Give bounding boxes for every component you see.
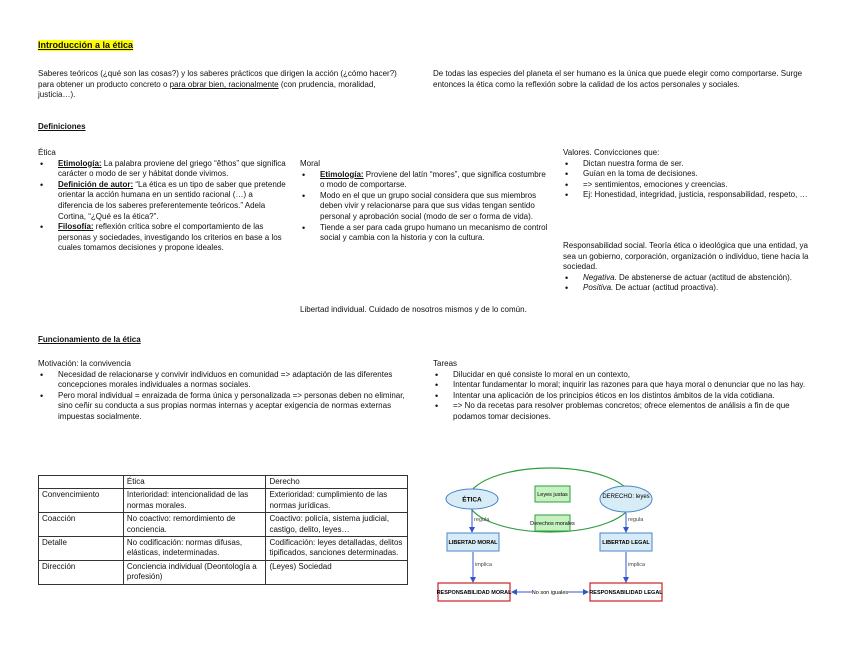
etica-item-text: “La ética es un tipo de saber que pretende orientar la acción humana en un sentido racional (…) a diferencia de los saberes preferentemente teóricos.” Adela Cortina, “¿Qué es la ética?”. (58, 179, 286, 221)
implica-right-label: implica (628, 562, 646, 568)
table-cell: Detalle (39, 537, 124, 561)
list-item: • Necesidad de relacionarse y convivir individuos en comunidad => adaptación de las diferentes concepciones morales individuales a normas sociales. (38, 370, 416, 391)
concept-diagram-svg (432, 466, 682, 616)
table-cell: No codificación: normas difusas, elásticas, indeterminadas. (123, 537, 266, 561)
intro-right-text: De todas las especies del planeta el ser humano es la única que puede elegir como comportarse. Surge entonces la ética como la reflexión sobre la calidad de los actos personales y sociales. (433, 69, 803, 89)
etica-item-text: La palabra proviene del griego “êthos” que significa carácter o modo de ser y hábitat donde vivimos. (58, 158, 286, 179)
derecho-node-label (602, 494, 649, 500)
moral-list (300, 170, 552, 244)
list-item: • Pero moral individual = enraizada de forma única y personalizada => personas deben no eliminar, sino ceñir su conducta a sus propias normas internas y aceptar exigencia de normas externas impuestas socialmente. (38, 391, 416, 423)
table-row (39, 560, 408, 584)
table-header-row (39, 476, 408, 489)
responsabilidad-list (563, 273, 813, 294)
moral-section (300, 159, 552, 244)
valores-list (563, 159, 813, 201)
motivacion-heading: Motivación: la convivencia (38, 359, 131, 368)
table-cell: Conciencia individual (Deontología a profesión) (123, 560, 266, 584)
etica-node-label: ÉTICA (462, 496, 482, 504)
table-header-cell: Derecho (266, 476, 408, 489)
moral-item-label: Etimología: (320, 169, 364, 179)
etica-list (38, 159, 286, 254)
valores-heading: Valores. Convicciones que: (563, 148, 660, 157)
etica-section (38, 148, 286, 254)
list-item: • Ej: Honestidad, integridad, justicia, responsabilidad, respeto, … (563, 190, 813, 201)
table-cell: (Leyes) Sociedad (266, 560, 408, 584)
list-item: • => sentimientos, emociones y creencias. (563, 180, 813, 191)
moral-item-text: Tiende a ser para cada grupo humano un mecanismo de control social y cambia con la historia y con la cultura. (320, 222, 548, 243)
regula-right-label: regula (628, 517, 644, 523)
resp-legal-label: RESPONSABILIDAD LEGAL (589, 590, 663, 596)
list-item (38, 180, 286, 222)
implica-left-label: implica (475, 562, 493, 568)
resp-item-text: De actuar (actitud proactiva). (613, 283, 719, 293)
list-item (563, 273, 813, 284)
table-row (39, 537, 408, 561)
table-cell: Coacción (39, 513, 124, 537)
derechos-morales-label: Derechos morales (530, 521, 575, 527)
table-row (39, 489, 408, 513)
list-item (38, 159, 286, 180)
etica-item-label: Etimología: (58, 158, 102, 168)
list-item: • Dilucidar en qué consiste lo moral en un contexto, (433, 370, 813, 381)
tareas-heading: Tareas (433, 359, 458, 368)
moral-heading: Moral (300, 159, 321, 168)
table-header-cell: Ética (123, 476, 266, 489)
no-iguales-label: No son iguales (531, 590, 569, 596)
etica-item-text: reflexión crítica sobre el comportamiento de las personas y sociedades, investigando los criterios en base a los cuales tomamos decisiones y propone ideales. (58, 222, 282, 253)
concept-diagram (432, 466, 682, 616)
libertad-legal-label: LIBERTAD LEGAL (602, 540, 650, 546)
list-item: • Intentar fundamentar lo moral; inquirir las razones para que haya moral o denunciar que no las hay. (433, 380, 813, 391)
definiciones-heading: Definiciones (38, 122, 86, 131)
etica-item-label: Definición de autor: (58, 179, 134, 189)
moral-item-text: Modo en el que un grupo social considera que sus miembros deben vivir y relacionarse para que sus vidas tengan sentido personal y aprobación social (modo de ser o forma de vida). (320, 190, 537, 221)
table-cell: Interioridad: intencionalidad de las normas morales. (123, 489, 266, 513)
resp-item-text: De abstenerse de actuar (actitud de abstención). (616, 272, 793, 282)
list-item (300, 191, 552, 223)
table-cell: No coactivo: remordimiento de conciencia. (123, 513, 266, 537)
table-cell: Convencimiento (39, 489, 124, 513)
page-title: Introducción a la ética (38, 40, 134, 50)
tareas-section (433, 359, 813, 423)
libertad-moral-label: LIBERTAD MORAL (448, 540, 498, 546)
comparison-table (38, 475, 408, 585)
list-item: • => No da recetas para resolver problemas concretos; ofrece elementos de análisis a fin de que podamos tomar decisiones. (433, 401, 813, 422)
list-item (563, 283, 813, 294)
list-item: • Intentar una aplicación de los principios éticos en los distintos ámbitos de la vida cotidiana. (433, 391, 813, 402)
table-header-cell (39, 476, 124, 489)
intro-right (433, 69, 805, 90)
resp-item-label: Positiva. (583, 283, 614, 293)
etica-item-label: Filosofía: (58, 222, 94, 232)
list-item (38, 222, 286, 254)
moral-item-text: Proviene del latín “mores”, que significa costumbre o modo de comportarse. (320, 169, 546, 190)
responsabilidad-heading: Responsabilidad social. Teoría ética o ideológica que una entidad, ya sea un gobierno, corporación, organización o individuo, tiene hacia la sociedad. (563, 241, 809, 272)
list-item: • Dictan nuestra forma de ser. (563, 159, 813, 170)
list-item: • Guían en la toma de decisiones. (563, 169, 813, 180)
list-item (300, 223, 552, 244)
intro-left-text: Saberes teóricos (¿qué son las cosas?) y los saberes prácticos que dirigen la acción (¿cómo hacer?) para obtener un producto concreto o (38, 69, 397, 89)
motivacion-list (38, 370, 416, 423)
regula-left-label: regula (474, 517, 490, 523)
intro-left (38, 69, 413, 101)
etica-heading: Ética (38, 148, 56, 157)
intro-left-underlined: para obrar bien, racionalmente (169, 79, 279, 89)
resp-item-label: Negativa. (583, 272, 617, 282)
motivacion-section (38, 359, 416, 423)
funcionamiento-heading: Funcionamiento de la ética (38, 335, 141, 344)
tareas-list (433, 370, 813, 423)
leyes-justas-label: Leyes justas (537, 492, 568, 498)
derecho-node-text: DERECHO: leyes (602, 494, 650, 500)
list-item (300, 170, 552, 191)
table-cell: Dirección (39, 560, 124, 584)
table-cell: Exterioridad: cumplimiento de las normas jurídicas. (266, 489, 408, 513)
moral-footer: Libertad individual. Cuidado de nosotros mismos y de lo común. (300, 305, 527, 314)
valores-section (563, 148, 813, 201)
table-cell: Coactivo: policía, sistema judicial, castigo, delito, leyes… (266, 513, 408, 537)
responsabilidad-section (563, 241, 813, 294)
table-row (39, 513, 408, 537)
resp-moral-label: RESPONSABILIDAD MORAL (436, 590, 512, 596)
table-cell: Codificación: leyes detalladas, delitos tipificados, sanciones determinadas. (266, 537, 408, 561)
intro-left-text-end: (con prudencia, moralidad, justicia…). (38, 79, 376, 100)
